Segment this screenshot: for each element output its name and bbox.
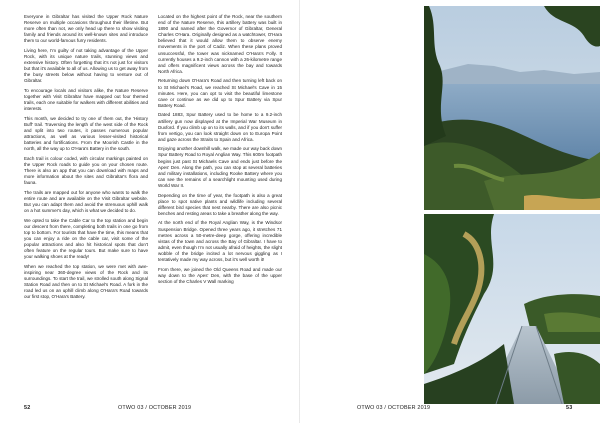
- paragraph: Everyone in Gibraltar has visited the Upper Rock Nature Reserve on multiple occasions throughout their lifetime. But more often than not, we only head up there to show visiting family and friends around its well-known sites and introduce them to our world-famous furry residents.: [24, 14, 148, 44]
- magazine-footer-left: OTWO 03 / OCTOBER 2019: [118, 405, 192, 411]
- paragraph: The trails are mapped out for anyone who wants to walk the entire route and are available on the Visit Gibraltar website. But you can adapt them and avoid the strenuous uphill walk on a hot summer's day, which is what we decided to do.: [24, 189, 148, 214]
- paragraph: This month, we decided to try one of them out, the 'History Buff' trail. Traversing the length of the west side of the Rock and split into two routes, it passes numerous popular attractions, as well as various lesser-visited historical batteries and fortifications. From the Moorish Castle in the north, all the way up to O'Hara's Battery in the south.: [24, 115, 148, 152]
- photo-trail-path: [424, 214, 600, 404]
- text-column-1: [24, 14, 148, 394]
- page-number-right: 53: [566, 405, 573, 411]
- text-column-3: [308, 196, 418, 396]
- paragraph: Living here, I'm guilty of not taking advantage of the Upper Rock, with its unique nature trails, stunning views and extensive history. Often forgetting that it's not just for visitors but that it's available to all of us. Allowing us to get away from the busy streets below without having to venture out of Gibraltar.: [24, 47, 148, 84]
- paragraph: We opted to take the Cable Car to the top station and begin our descent from there, completing both trails in one go from top to bottom. For tourists that have the time, this means that you can enjoy a ride on the cable car, visit some of the popular attractions and also hit historical spots that don't often feature on the regular tours. But make sure to have your walking shoes at the ready!: [24, 217, 148, 260]
- page-number-left: 52: [24, 405, 31, 411]
- text-column-2: [158, 14, 282, 394]
- paragraph: From there, we joined the Old Queens Road and made our way down to the Apes' Den, with the base of the upper section of the Charles V Wall marking: [158, 266, 282, 284]
- paragraph: Enjoying another downhill walk, we made our way back down Spur Battery Road to Royal Anglian Way. This 600m footpath begins just past St Michaels Cave and ends just before the Apes' Den. Along the path, you can stop at several batteries and military installations, including Rooke Battery where you can see the remains of a searchlight mounting used during World War II.: [158, 146, 282, 188]
- paragraph: Dated 1883, Spur Battery used to be home to a 9.2-inch artillery gun now displayed at the Imperial War Museum in Duxford. If you climb up on to its walls, and if you don't suffer from vertigo, you can look straight down on to Europa Point and gaze across the Straits to Spain and Africa.: [158, 112, 282, 142]
- paragraph: Located on the highest point of the Rock, near the southern end of the Nature Reserve, this artillery battery was built in 1890 and named after the Governor of Gibraltar, General Charles O'Hara. Originally designed as a watchtower, O'Hara believed that it would allow them to observe enemy movements in the port of Cadiz. When these plans proved unsuccessful, the tower was nicknamed O'Hara's Folly. It currently houses a 9.2-inch cannon with a 26-kilometre range and offers magnificent views across the bay and towards North Africa.: [158, 14, 282, 74]
- magazine-footer-right: OTWO 03 / OCTOBER 2019: [357, 405, 431, 411]
- paragraph: Depending on the time of year, the footpath is also a great place to spot native plants and wildlife including several different bird species that nest nearby. There are also picnic benches and resting areas to take a breather along the way.: [158, 192, 282, 216]
- paragraph: Returning down O'Hara's Road and then turning left back on to St Michael's Road, we reached St Michael's Cave in 15 minutes. Here, you can opt to visit the beautiful limestone cave or continue as we did up to Spur Battery via Spur Battery Road.: [158, 78, 282, 108]
- paragraph: When we reached the top station, we were met with awe-inspiring near 360-degree views of the Rock and its surroundings. To start the trail, we strolled south along Signal Station Road and then on to St Michael's Road. A fork in the road led us on an uphill climb along O'Hara's Road towards our first stop, O'Hara's Battery.: [24, 263, 148, 300]
- paragraph: At the north end of the Royal Anglian Way, is the Windsor Suspension Bridge. Opened three years ago, it stretches 71 metres across a 50-metre-deep gorge, offering incredible vistas of the town and across the Bay of Gibraltar. I have to admit, even though I'm not usually afraid of heights, the slight wobble of the bridge incited a lot nervous giggling as I tentatively made my way across, but it's well worth it!: [158, 220, 282, 262]
- photo-sea-view: [424, 6, 600, 210]
- paragraph: To encourage locals and visitors alike, the Nature Reserve together with Visit Gibraltar have mapped out four themed trails, each one suitable for walkers with different abilities and interests.: [24, 88, 148, 112]
- paragraph: Each trail is colour coded, with circular markings painted on the Upper Rock roads to guide you on your chosen route. There is also an app that you can download with maps and more information about the sites and Gibraltar's flora and fauna.: [24, 155, 148, 186]
